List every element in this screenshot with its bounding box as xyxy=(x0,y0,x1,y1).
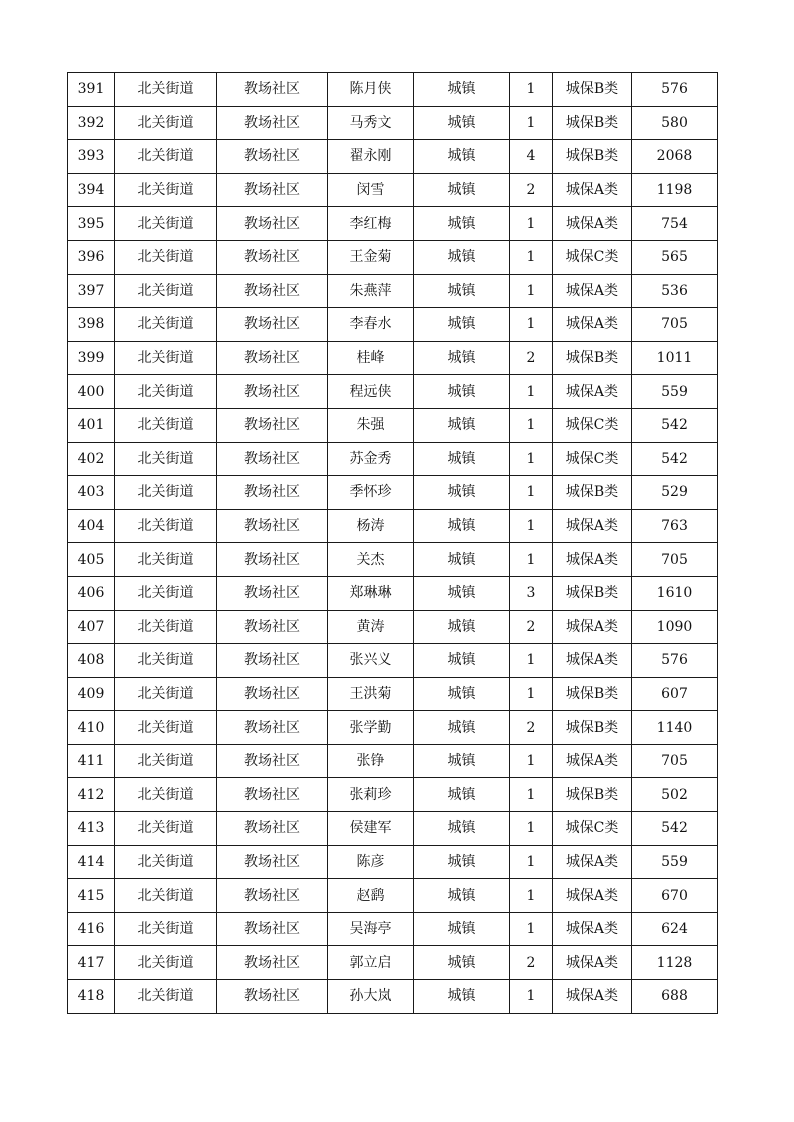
street-cell: 北关街道 xyxy=(115,677,217,711)
insurance-category-cell: 城保B类 xyxy=(553,140,632,174)
household-type-cell: 城镇 xyxy=(414,744,510,778)
street-cell: 北关街道 xyxy=(115,879,217,913)
insurance-category-cell: 城保A类 xyxy=(553,509,632,543)
amount-cell: 607 xyxy=(632,677,718,711)
table-body xyxy=(68,73,718,1014)
street-cell: 北关街道 xyxy=(115,711,217,745)
amount-cell: 705 xyxy=(632,543,718,577)
name-cell: 侯建军 xyxy=(328,812,414,846)
row-number-cell: 411 xyxy=(68,744,115,778)
community-cell: 教场社区 xyxy=(217,106,328,140)
table-row xyxy=(68,610,718,644)
amount-cell: 1198 xyxy=(632,173,718,207)
name-cell: 张铮 xyxy=(328,744,414,778)
household-type-cell: 城镇 xyxy=(414,173,510,207)
person-count-cell: 1 xyxy=(510,476,553,510)
amount-cell: 688 xyxy=(632,980,718,1014)
street-cell: 北关街道 xyxy=(115,408,217,442)
street-cell: 北关街道 xyxy=(115,644,217,678)
insurance-category-cell: 城保A类 xyxy=(553,946,632,980)
amount-cell: 1011 xyxy=(632,341,718,375)
community-cell: 教场社区 xyxy=(217,140,328,174)
household-type-cell: 城镇 xyxy=(414,845,510,879)
community-cell: 教场社区 xyxy=(217,946,328,980)
street-cell: 北关街道 xyxy=(115,375,217,409)
household-type-cell: 城镇 xyxy=(414,576,510,610)
community-cell: 教场社区 xyxy=(217,879,328,913)
amount-cell: 559 xyxy=(632,845,718,879)
street-cell: 北关街道 xyxy=(115,106,217,140)
name-cell: 朱强 xyxy=(328,408,414,442)
community-cell: 教场社区 xyxy=(217,73,328,107)
street-cell: 北关街道 xyxy=(115,946,217,980)
table-row xyxy=(68,106,718,140)
row-number-cell: 392 xyxy=(68,106,115,140)
person-count-cell: 1 xyxy=(510,980,553,1014)
row-number-cell: 397 xyxy=(68,274,115,308)
name-cell: 张学勤 xyxy=(328,711,414,745)
table-row xyxy=(68,442,718,476)
street-cell: 北关街道 xyxy=(115,576,217,610)
household-type-cell: 城镇 xyxy=(414,341,510,375)
street-cell: 北关街道 xyxy=(115,442,217,476)
person-count-cell: 2 xyxy=(510,711,553,745)
person-count-cell: 1 xyxy=(510,644,553,678)
household-type-cell: 城镇 xyxy=(414,812,510,846)
row-number-cell: 399 xyxy=(68,341,115,375)
person-count-cell: 2 xyxy=(510,610,553,644)
name-cell: 杨涛 xyxy=(328,509,414,543)
row-number-cell: 400 xyxy=(68,375,115,409)
person-count-cell: 1 xyxy=(510,509,553,543)
community-cell: 教场社区 xyxy=(217,442,328,476)
street-cell: 北关街道 xyxy=(115,173,217,207)
amount-cell: 1090 xyxy=(632,610,718,644)
row-number-cell: 416 xyxy=(68,912,115,946)
table-row xyxy=(68,879,718,913)
person-count-cell: 1 xyxy=(510,744,553,778)
household-type-cell: 城镇 xyxy=(414,711,510,745)
name-cell: 李春水 xyxy=(328,308,414,342)
table-row xyxy=(68,543,718,577)
household-type-cell: 城镇 xyxy=(414,106,510,140)
street-cell: 北关街道 xyxy=(115,476,217,510)
amount-cell: 576 xyxy=(632,73,718,107)
row-number-cell: 394 xyxy=(68,173,115,207)
insurance-category-cell: 城保A类 xyxy=(553,744,632,778)
community-cell: 教场社区 xyxy=(217,476,328,510)
street-cell: 北关街道 xyxy=(115,845,217,879)
household-type-cell: 城镇 xyxy=(414,207,510,241)
row-number-cell: 405 xyxy=(68,543,115,577)
community-cell: 教场社区 xyxy=(217,980,328,1014)
insurance-category-cell: 城保A类 xyxy=(553,207,632,241)
amount-cell: 1140 xyxy=(632,711,718,745)
row-number-cell: 410 xyxy=(68,711,115,745)
row-number-cell: 406 xyxy=(68,576,115,610)
amount-cell: 542 xyxy=(632,812,718,846)
table-row xyxy=(68,912,718,946)
street-cell: 北关街道 xyxy=(115,274,217,308)
person-count-cell: 1 xyxy=(510,308,553,342)
name-cell: 季怀珍 xyxy=(328,476,414,510)
community-cell: 教场社区 xyxy=(217,711,328,745)
name-cell: 桂峰 xyxy=(328,341,414,375)
table-row xyxy=(68,140,718,174)
insurance-category-cell: 城保A类 xyxy=(553,879,632,913)
beneficiary-table xyxy=(67,72,718,1014)
row-number-cell: 396 xyxy=(68,240,115,274)
community-cell: 教场社区 xyxy=(217,375,328,409)
amount-cell: 542 xyxy=(632,442,718,476)
name-cell: 赵鹞 xyxy=(328,879,414,913)
name-cell: 郭立启 xyxy=(328,946,414,980)
person-count-cell: 1 xyxy=(510,845,553,879)
community-cell: 教场社区 xyxy=(217,912,328,946)
amount-cell: 559 xyxy=(632,375,718,409)
community-cell: 教场社区 xyxy=(217,812,328,846)
table-row xyxy=(68,677,718,711)
insurance-category-cell: 城保B类 xyxy=(553,576,632,610)
table-row xyxy=(68,711,718,745)
amount-cell: 670 xyxy=(632,879,718,913)
row-number-cell: 414 xyxy=(68,845,115,879)
name-cell: 李红梅 xyxy=(328,207,414,241)
row-number-cell: 415 xyxy=(68,879,115,913)
insurance-category-cell: 城保C类 xyxy=(553,812,632,846)
household-type-cell: 城镇 xyxy=(414,140,510,174)
person-count-cell: 1 xyxy=(510,912,553,946)
row-number-cell: 403 xyxy=(68,476,115,510)
person-count-cell: 1 xyxy=(510,778,553,812)
row-number-cell: 412 xyxy=(68,778,115,812)
household-type-cell: 城镇 xyxy=(414,240,510,274)
household-type-cell: 城镇 xyxy=(414,912,510,946)
insurance-category-cell: 城保C类 xyxy=(553,442,632,476)
name-cell: 马秀文 xyxy=(328,106,414,140)
name-cell: 陈月侠 xyxy=(328,73,414,107)
table-row xyxy=(68,73,718,107)
person-count-cell: 1 xyxy=(510,543,553,577)
insurance-category-cell: 城保A类 xyxy=(553,173,632,207)
amount-cell: 542 xyxy=(632,408,718,442)
community-cell: 教场社区 xyxy=(217,240,328,274)
table-row xyxy=(68,812,718,846)
street-cell: 北关街道 xyxy=(115,778,217,812)
person-count-cell: 1 xyxy=(510,240,553,274)
community-cell: 教场社区 xyxy=(217,845,328,879)
person-count-cell: 1 xyxy=(510,677,553,711)
amount-cell: 502 xyxy=(632,778,718,812)
table-row xyxy=(68,274,718,308)
street-cell: 北关街道 xyxy=(115,980,217,1014)
name-cell: 翟永刚 xyxy=(328,140,414,174)
household-type-cell: 城镇 xyxy=(414,644,510,678)
person-count-cell: 1 xyxy=(510,879,553,913)
table-row xyxy=(68,778,718,812)
household-type-cell: 城镇 xyxy=(414,980,510,1014)
community-cell: 教场社区 xyxy=(217,644,328,678)
street-cell: 北关街道 xyxy=(115,812,217,846)
insurance-category-cell: 城保A类 xyxy=(553,845,632,879)
name-cell: 朱燕萍 xyxy=(328,274,414,308)
table-row xyxy=(68,240,718,274)
street-cell: 北关街道 xyxy=(115,207,217,241)
amount-cell: 754 xyxy=(632,207,718,241)
community-cell: 教场社区 xyxy=(217,207,328,241)
table-row xyxy=(68,308,718,342)
amount-cell: 1610 xyxy=(632,576,718,610)
community-cell: 教场社区 xyxy=(217,778,328,812)
amount-cell: 536 xyxy=(632,274,718,308)
table-row xyxy=(68,509,718,543)
amount-cell: 1128 xyxy=(632,946,718,980)
amount-cell: 705 xyxy=(632,744,718,778)
insurance-category-cell: 城保C类 xyxy=(553,240,632,274)
row-number-cell: 395 xyxy=(68,207,115,241)
table-row xyxy=(68,845,718,879)
insurance-category-cell: 城保A类 xyxy=(553,375,632,409)
name-cell: 苏金秀 xyxy=(328,442,414,476)
person-count-cell: 1 xyxy=(510,812,553,846)
table-row xyxy=(68,408,718,442)
row-number-cell: 404 xyxy=(68,509,115,543)
household-type-cell: 城镇 xyxy=(414,509,510,543)
row-number-cell: 408 xyxy=(68,644,115,678)
name-cell: 吴海亭 xyxy=(328,912,414,946)
name-cell: 陈彦 xyxy=(328,845,414,879)
street-cell: 北关街道 xyxy=(115,543,217,577)
insurance-category-cell: 城保A类 xyxy=(553,644,632,678)
person-count-cell: 1 xyxy=(510,442,553,476)
name-cell: 孙大岚 xyxy=(328,980,414,1014)
table-row xyxy=(68,476,718,510)
community-cell: 教场社区 xyxy=(217,274,328,308)
person-count-cell: 1 xyxy=(510,73,553,107)
community-cell: 教场社区 xyxy=(217,744,328,778)
community-cell: 教场社区 xyxy=(217,543,328,577)
amount-cell: 576 xyxy=(632,644,718,678)
person-count-cell: 3 xyxy=(510,576,553,610)
table-row xyxy=(68,744,718,778)
person-count-cell: 2 xyxy=(510,946,553,980)
community-cell: 教场社区 xyxy=(217,610,328,644)
person-count-cell: 4 xyxy=(510,140,553,174)
insurance-category-cell: 城保A类 xyxy=(553,274,632,308)
insurance-category-cell: 城保A类 xyxy=(553,543,632,577)
row-number-cell: 418 xyxy=(68,980,115,1014)
community-cell: 教场社区 xyxy=(217,341,328,375)
community-cell: 教场社区 xyxy=(217,408,328,442)
amount-cell: 705 xyxy=(632,308,718,342)
household-type-cell: 城镇 xyxy=(414,879,510,913)
household-type-cell: 城镇 xyxy=(414,375,510,409)
row-number-cell: 401 xyxy=(68,408,115,442)
name-cell: 黄涛 xyxy=(328,610,414,644)
person-count-cell: 1 xyxy=(510,106,553,140)
person-count-cell: 2 xyxy=(510,341,553,375)
row-number-cell: 409 xyxy=(68,677,115,711)
row-number-cell: 402 xyxy=(68,442,115,476)
street-cell: 北关街道 xyxy=(115,240,217,274)
table-row xyxy=(68,375,718,409)
insurance-category-cell: 城保B类 xyxy=(553,106,632,140)
row-number-cell: 407 xyxy=(68,610,115,644)
table-row xyxy=(68,576,718,610)
amount-cell: 580 xyxy=(632,106,718,140)
household-type-cell: 城镇 xyxy=(414,946,510,980)
insurance-category-cell: 城保B类 xyxy=(553,341,632,375)
community-cell: 教场社区 xyxy=(217,308,328,342)
street-cell: 北关街道 xyxy=(115,308,217,342)
street-cell: 北关街道 xyxy=(115,744,217,778)
amount-cell: 529 xyxy=(632,476,718,510)
household-type-cell: 城镇 xyxy=(414,610,510,644)
insurance-category-cell: 城保B类 xyxy=(553,677,632,711)
insurance-category-cell: 城保A类 xyxy=(553,308,632,342)
household-type-cell: 城镇 xyxy=(414,308,510,342)
row-number-cell: 391 xyxy=(68,73,115,107)
table-row xyxy=(68,341,718,375)
amount-cell: 763 xyxy=(632,509,718,543)
street-cell: 北关街道 xyxy=(115,610,217,644)
person-count-cell: 1 xyxy=(510,375,553,409)
street-cell: 北关街道 xyxy=(115,73,217,107)
household-type-cell: 城镇 xyxy=(414,677,510,711)
name-cell: 王金菊 xyxy=(328,240,414,274)
name-cell: 王洪菊 xyxy=(328,677,414,711)
insurance-category-cell: 城保B类 xyxy=(553,711,632,745)
table-row xyxy=(68,173,718,207)
community-cell: 教场社区 xyxy=(217,677,328,711)
table-row xyxy=(68,946,718,980)
insurance-category-cell: 城保B类 xyxy=(553,778,632,812)
insurance-category-cell: 城保C类 xyxy=(553,408,632,442)
household-type-cell: 城镇 xyxy=(414,408,510,442)
table-row xyxy=(68,980,718,1014)
household-type-cell: 城镇 xyxy=(414,543,510,577)
table-row xyxy=(68,207,718,241)
row-number-cell: 417 xyxy=(68,946,115,980)
table-row xyxy=(68,644,718,678)
name-cell: 闵雪 xyxy=(328,173,414,207)
street-cell: 北关街道 xyxy=(115,912,217,946)
insurance-category-cell: 城保A类 xyxy=(553,912,632,946)
insurance-category-cell: 城保A类 xyxy=(553,980,632,1014)
person-count-cell: 1 xyxy=(510,207,553,241)
amount-cell: 2068 xyxy=(632,140,718,174)
community-cell: 教场社区 xyxy=(217,173,328,207)
street-cell: 北关街道 xyxy=(115,140,217,174)
amount-cell: 624 xyxy=(632,912,718,946)
insurance-category-cell: 城保A类 xyxy=(553,610,632,644)
name-cell: 张兴义 xyxy=(328,644,414,678)
community-cell: 教场社区 xyxy=(217,509,328,543)
row-number-cell: 393 xyxy=(68,140,115,174)
insurance-category-cell: 城保B类 xyxy=(553,73,632,107)
row-number-cell: 398 xyxy=(68,308,115,342)
amount-cell: 565 xyxy=(632,240,718,274)
row-number-cell: 413 xyxy=(68,812,115,846)
household-type-cell: 城镇 xyxy=(414,778,510,812)
name-cell: 程远侠 xyxy=(328,375,414,409)
community-cell: 教场社区 xyxy=(217,576,328,610)
household-type-cell: 城镇 xyxy=(414,274,510,308)
household-type-cell: 城镇 xyxy=(414,476,510,510)
name-cell: 郑琳琳 xyxy=(328,576,414,610)
name-cell: 关杰 xyxy=(328,543,414,577)
household-type-cell: 城镇 xyxy=(414,73,510,107)
name-cell: 张莉珍 xyxy=(328,778,414,812)
person-count-cell: 1 xyxy=(510,408,553,442)
street-cell: 北关街道 xyxy=(115,509,217,543)
household-type-cell: 城镇 xyxy=(414,442,510,476)
street-cell: 北关街道 xyxy=(115,341,217,375)
insurance-category-cell: 城保B类 xyxy=(553,476,632,510)
person-count-cell: 1 xyxy=(510,274,553,308)
person-count-cell: 2 xyxy=(510,173,553,207)
